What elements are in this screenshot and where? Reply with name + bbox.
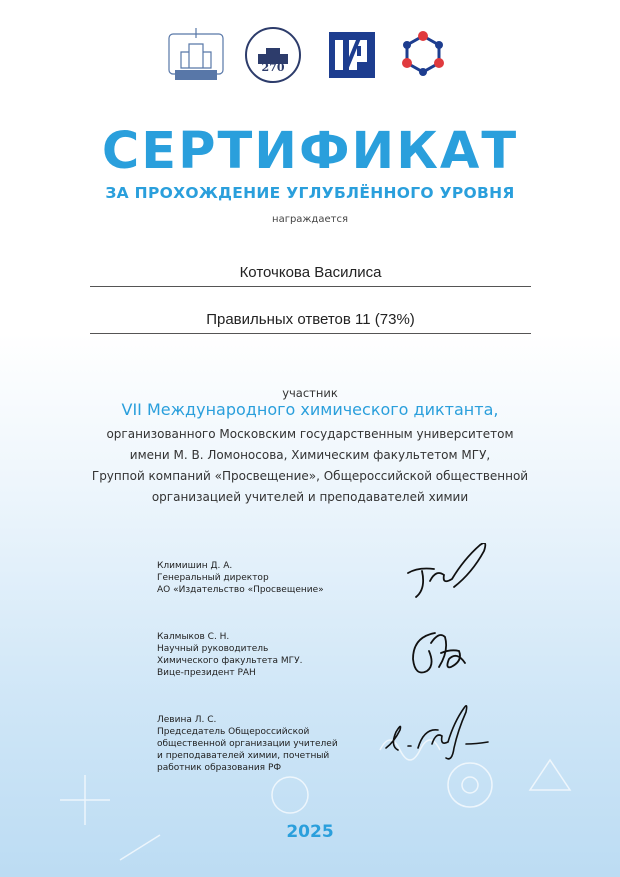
organizers-line: Группой компаний «Просвещение», Общероссийской общественной <box>91 469 529 483</box>
signatory-kalmykov <box>157 631 303 679</box>
participant-label: участник <box>282 386 338 400</box>
signature-levina-icon <box>378 700 498 770</box>
recipient-name: Коточкова Василиса <box>90 264 531 287</box>
signatory-line: Климишин Д. А. <box>157 561 233 571</box>
signature-klimishin-icon <box>400 543 495 603</box>
msu-270-years-logo-icon <box>244 26 302 84</box>
signatory-line: Калмыков С. Н. <box>157 632 230 642</box>
signature-kalmykov-icon <box>405 623 470 683</box>
certificate-subtitle: ЗА ПРОХОЖДЕНИЕ УГЛУБЛЁННОГО УРОВНЯ <box>105 184 515 202</box>
signatory-line: Левина Л. С. <box>157 715 217 725</box>
certificate-title: СЕРТИФИКАТ <box>101 122 519 181</box>
signatory-line: Вице-президент РАН <box>157 668 256 678</box>
prosveshchenie-logo-icon <box>329 32 375 78</box>
organizers-text <box>70 424 550 508</box>
organizers-line: организацией учителей и преподавателей химии <box>151 490 469 504</box>
molecule-logo-icon <box>399 30 447 78</box>
signatory-line: Генеральный директор <box>157 573 269 583</box>
organizers-line: имени М. В. Ломоносова, Химическим факультетом МГУ, <box>129 448 491 462</box>
signatory-levina <box>157 714 338 774</box>
organizers-line: организованного Московским государственным университетом <box>106 427 514 441</box>
score-result: Правильных ответов 11 (73%) <box>90 311 531 334</box>
signatory-line: общественной организации учителей <box>157 739 338 749</box>
signatory-line: и преподавателей химии, почетный <box>157 751 330 761</box>
chemistry-faculty-logo-icon <box>165 24 227 84</box>
signatory-line: Председатель Общероссийской <box>157 727 310 737</box>
signatory-line: Химического факультета МГУ. <box>157 656 303 666</box>
svg-text:270: 270 <box>261 61 285 74</box>
certificate-year: 2025 <box>286 822 334 842</box>
event-title: VII Международного химического диктанта, <box>121 400 499 419</box>
signatory-line: Научный руководитель <box>157 644 269 654</box>
signatory-line: работник образования РФ <box>157 763 282 773</box>
signatory-klimishin <box>157 560 324 596</box>
signatory-line: АО «Издательство «Просвещение» <box>157 585 324 595</box>
logos-row <box>0 22 620 94</box>
awarded-label: награждается <box>272 214 348 225</box>
